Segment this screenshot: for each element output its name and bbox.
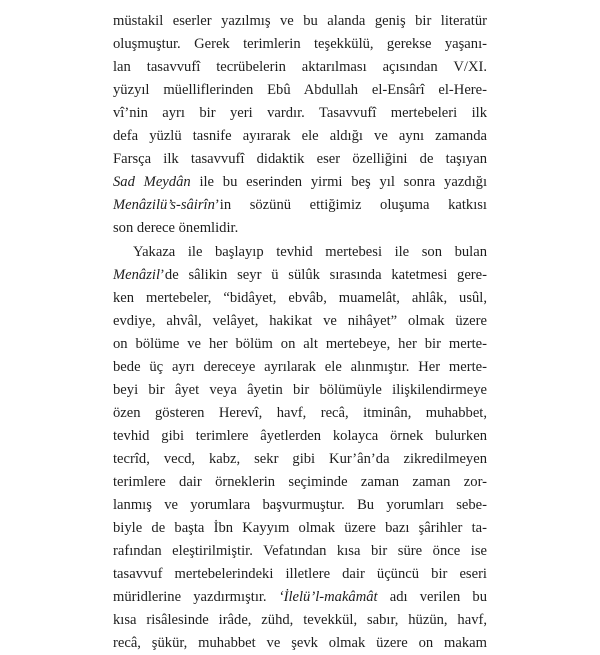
text-line [113, 609, 487, 632]
text-segment: müridlerine yazdırmıştır. [113, 589, 279, 605]
text-line [113, 125, 487, 148]
text-line [113, 148, 487, 171]
text-segment: lan tasavvufî tecrübelerin aktarılması açısından V/XI. [113, 59, 487, 75]
text-line [113, 171, 487, 194]
text-segment: son derece önemlidir. [113, 220, 239, 236]
text-segment: evdiye, ahvâl, velâyet, hakikat ve nihâyet” olmak üzere [113, 313, 487, 329]
text-segment: bede üç ayrı dereceye ayrılarak ele alınmıştır. Her merte- [113, 359, 487, 375]
text-segment: tecrîd, vecd, kabz, sekr gibi Kur’ân’da zikredilmeyen [113, 451, 487, 467]
italic-title: ‘İlelü’l-makâmât [278, 589, 378, 605]
text-line [113, 102, 487, 125]
text-line [113, 79, 487, 102]
text-line [113, 33, 487, 56]
text-line [113, 586, 487, 609]
text-segment: tevhid gibi terimlere âyetlerden kolayca örnek bulurken [113, 428, 487, 444]
text-line [113, 540, 487, 563]
text-line [113, 241, 487, 264]
text-line [113, 471, 487, 494]
text-segment: ken mertebeler, “bidâyet, ebvâb, muamelât, ahlâk, usûl, [113, 290, 487, 306]
text-segment: kısa risâlesinde irâde, zühd, tevekkül, sabır, hüzün, havf, [113, 612, 487, 628]
text-segment: adı verilen bu [377, 589, 487, 605]
text-line [113, 264, 487, 287]
text-segment: recâ, şükür, muhabbet ve şevk olmak üzere on makam [113, 635, 487, 651]
italic-title: Sad Meydân [113, 174, 191, 190]
text-segment: ’de sâlikin seyr ü sülûk sırasında katetmesi gere- [160, 267, 487, 283]
text-segment: terimlere dair örneklerin seçiminde zaman zaman zor- [113, 474, 487, 490]
text-line [113, 632, 487, 655]
text-line [113, 379, 487, 402]
text-segment: biyle de başta İbn Kayyım olmak üzere bazı şârihler ta- [113, 520, 487, 536]
text-line [113, 563, 487, 586]
text-segment: Yakaza ile başlayıp tevhid mertebesi ile son bulan [133, 244, 487, 260]
text-line [113, 56, 487, 79]
paragraph-1 [113, 10, 487, 240]
text-segment: Farsça ilk tasavvufî didaktik eser özelliğini de taşıyan [113, 151, 487, 167]
text-line [113, 494, 487, 517]
text-segment: ile bu eserinden yirmi beş yıl sonra yazdığı [190, 174, 487, 190]
text-segment: rafından eleştirilmiştir. Vefatından kısa bir süre önce ise [113, 543, 487, 559]
text-line [113, 10, 487, 33]
text-line [113, 310, 487, 333]
text-segment: lanmış ve yorumlara başvurmuştur. Bu yorumları sebe- [113, 497, 487, 513]
text-segment: defa yüzlü tasnife ayırarak ele aldığı ve aynı zamanda [113, 128, 487, 144]
text-segment: oluşmuştur. Gerek terimlerin teşekkülü, gerekse yaşanı- [113, 36, 487, 52]
text-segment: yüzyıl müelliflerinden Ebû Abdullah el-Ensârî el-Here- [113, 82, 487, 98]
text-segment: özen gösteren Herevî, havf, recâ, itminân, muhabbet, [113, 405, 487, 421]
text-line [113, 287, 487, 310]
paragraph-2 [113, 241, 487, 655]
text-segment: on bölüme ve her bölüm on alt mertebeye, her bir merte- [113, 336, 487, 352]
text-line [113, 448, 487, 471]
text-segment: tasavvuf mertebelerindeki illetlere dair üçüncü bir eseri [113, 566, 487, 582]
italic-title: Menâzilü’s-sâirîn [113, 197, 215, 213]
text-line [113, 517, 487, 540]
text-segment: vî’nin ayrı bir yeri vardır. Tasavvufî mertebeleri ilk [113, 105, 487, 121]
text-line [113, 425, 487, 448]
italic-title: Menâzil [113, 267, 161, 283]
text-segment: ’in sözünü ettiğimiz oluşuma katkısı [214, 197, 487, 213]
text-line [113, 217, 487, 240]
text-line [113, 356, 487, 379]
text-line [113, 194, 487, 217]
text-line [113, 402, 487, 425]
text-segment: müstakil eserler yazılmış ve bu alanda geniş bir literatür [113, 13, 487, 29]
text-line [113, 333, 487, 356]
text-segment: beyi bir âyet veya âyetin bir bölümüyle ilişkilendirmeye [113, 382, 487, 398]
